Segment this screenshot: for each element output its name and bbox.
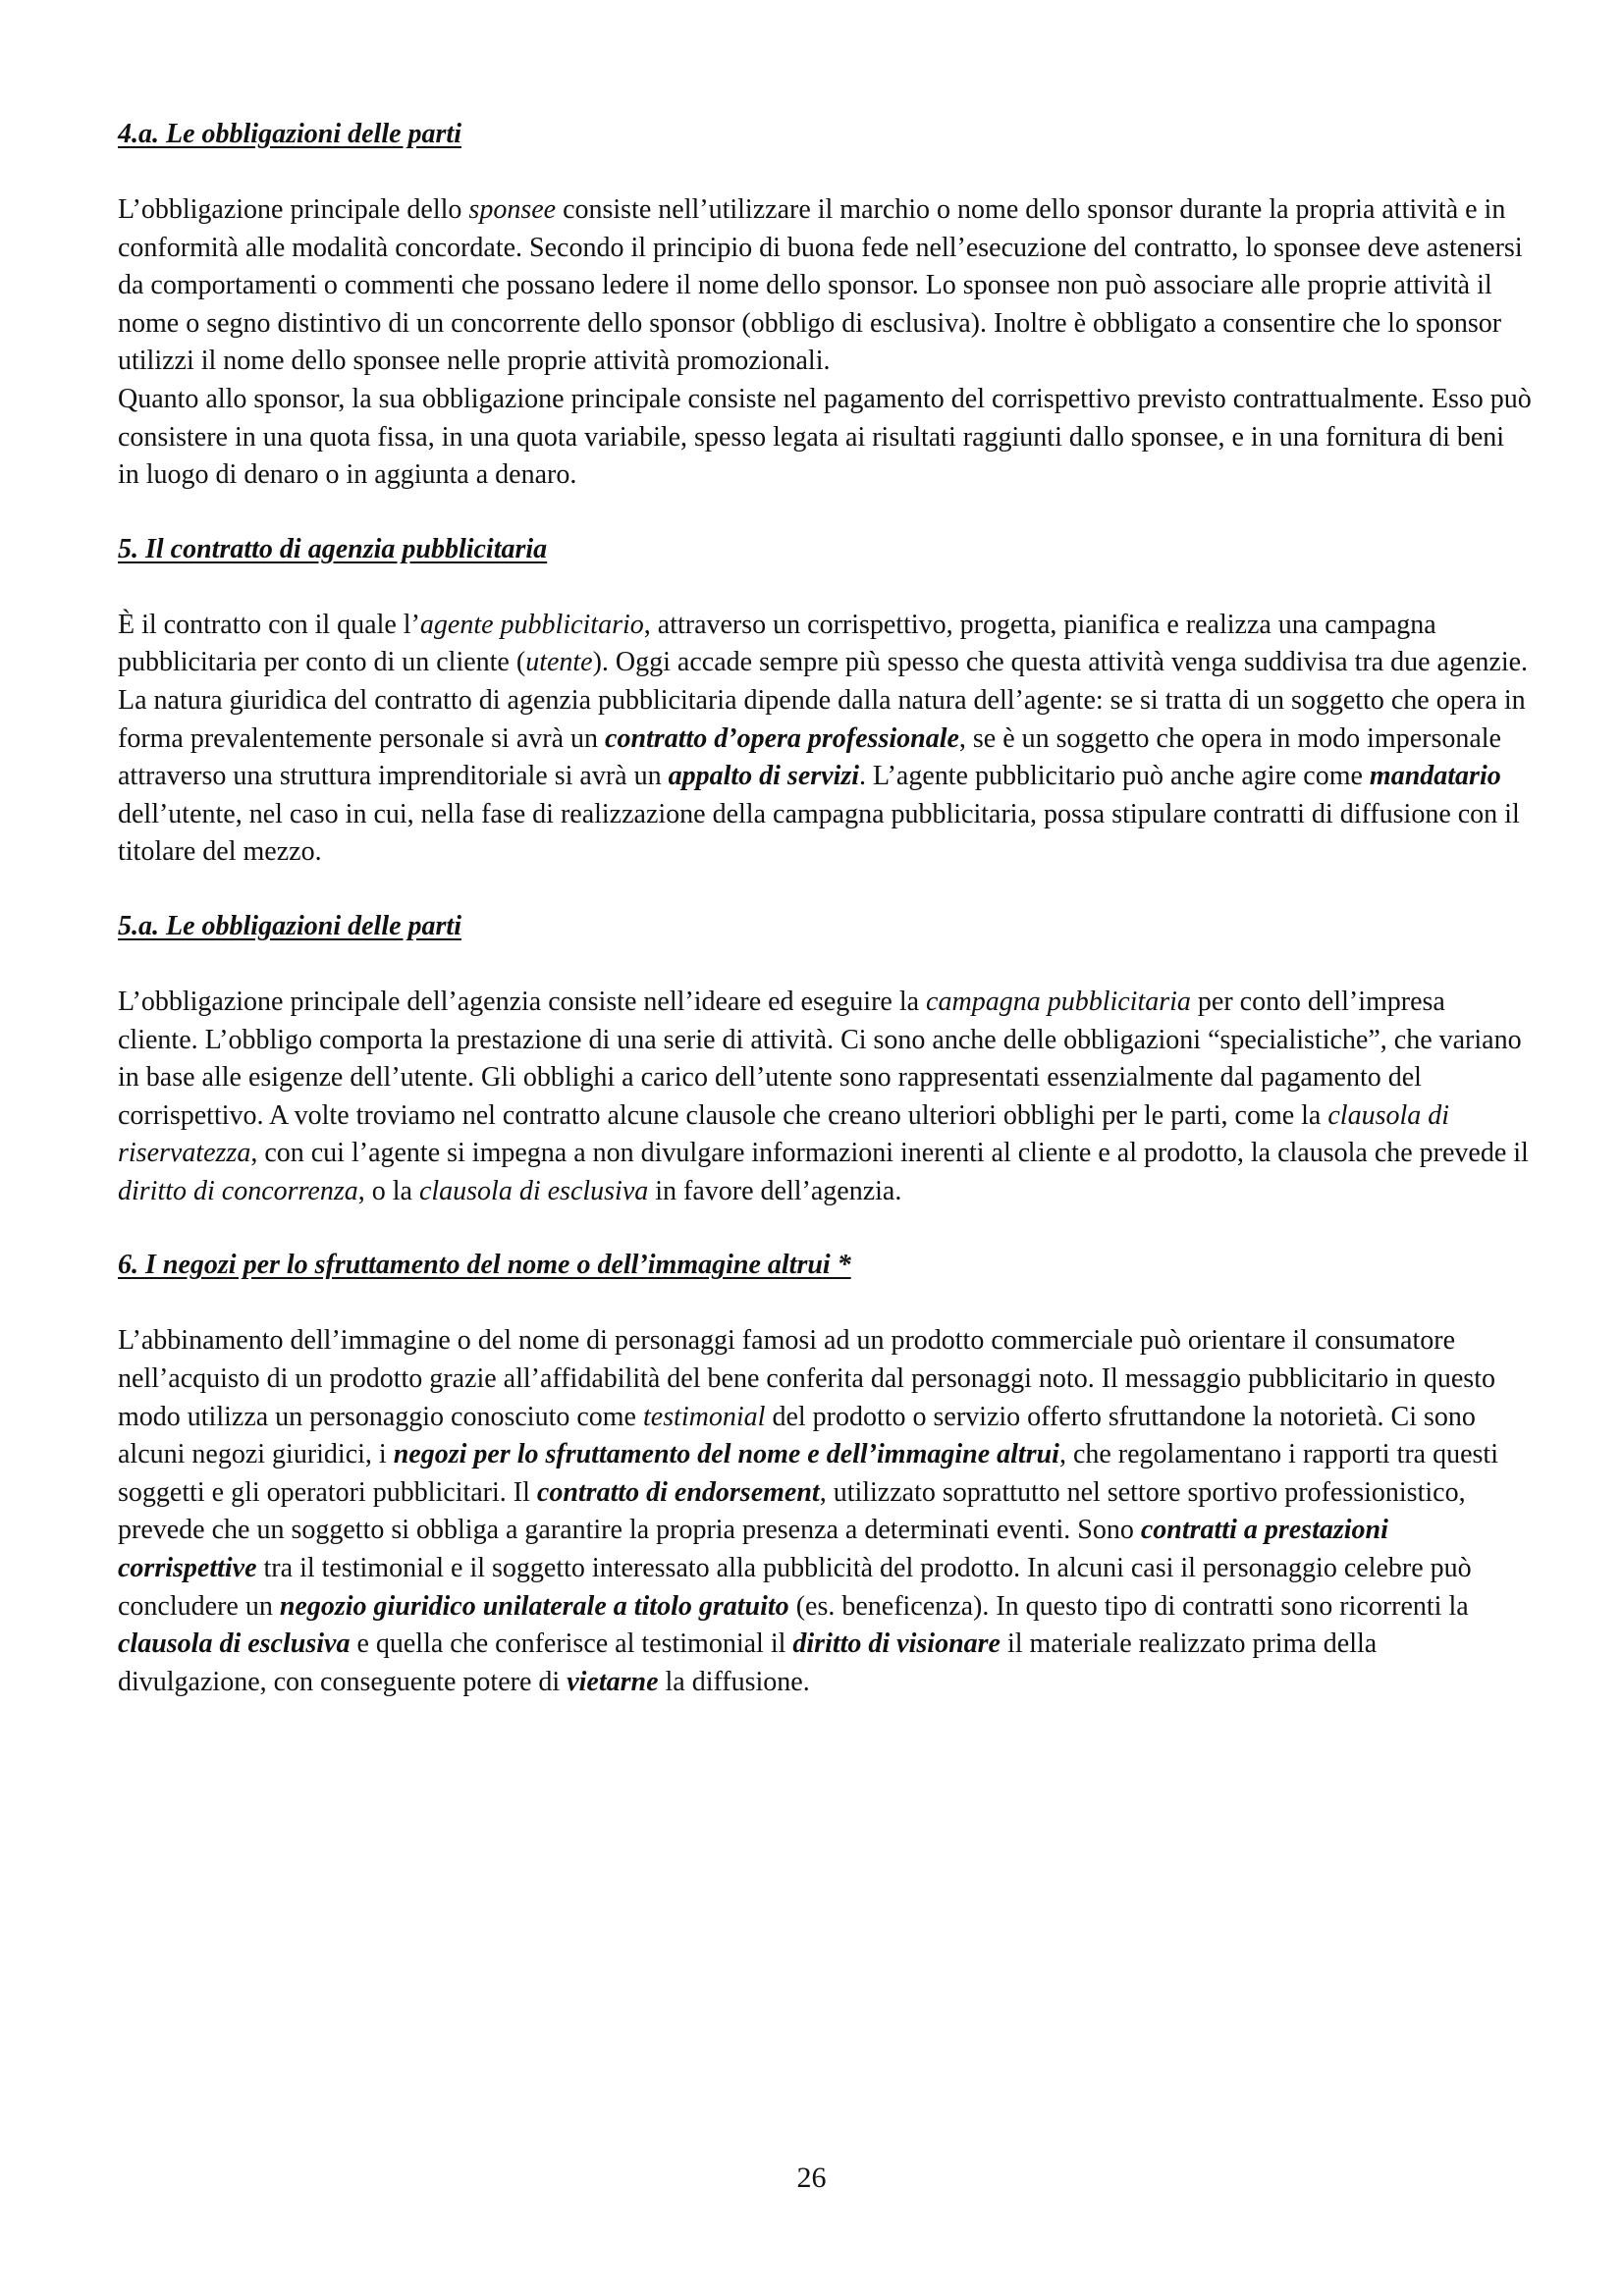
emphasized-term: clausola di esclusiva (118, 1629, 351, 1660)
emphasized-term: contratto d’opera professionale (605, 722, 959, 754)
emphasized-term: utente (525, 647, 593, 678)
section-heading: 5.a. Le obbligazioni delle parti (118, 910, 461, 941)
emphasized-term: contratto di endorsement (536, 1476, 820, 1508)
section-5a (118, 908, 1532, 1211)
section-6 (118, 1247, 1532, 1701)
emphasized-term: campagna pubblicitaria (926, 986, 1191, 1017)
emphasized-term: contratti a prestazioni corrispettive (118, 1515, 1388, 1584)
section-heading: 4.a. Le obbligazioni delle parti (118, 119, 461, 149)
text-run: in favore dell’agenzia. (648, 1175, 902, 1206)
text-run: L’obbligazione principale dell’agenzia consiste nell’ideare ed eseguire la (118, 986, 927, 1017)
text-run: , che regolamentano i rapporti tra questi soggetti e gli operatori pubblicitari. Il (118, 1439, 1498, 1508)
paragraph (118, 1322, 1532, 1701)
text-run: , o la (357, 1175, 419, 1206)
emphasized-term: diritto di concorrenza (118, 1175, 358, 1206)
emphasized-term: testimonial (642, 1401, 766, 1432)
text-run: . L’agente pubblicitario può anche agire come (859, 761, 1370, 792)
emphasized-term: clausola di esclusiva (418, 1175, 649, 1206)
text-run: e quella che conferisce al testimonial il (350, 1629, 793, 1660)
emphasized-term: diritto di visionare (792, 1629, 1001, 1660)
text-run: del prodotto o servizio offerto sfruttandone la notorietà. Ci sono alcuni negozi giuridici, i (118, 1401, 1476, 1470)
text-run: Quanto allo sponsor, la sua obbligazione principale consiste nel pagamento del corrispettivo previsto contrattualmente. Esso può consistere in una quota fissa, in una quota variabile, spesso legata ai risultati raggiunti dallo sponsee, e in una fornitura di beni in luogo di denaro o in aggiunta a denaro. (118, 383, 1532, 491)
text-run: consiste nell’utilizzare il marchio o nome dello sponsor durante la propria attività e in conformità alle modalità concordate. Secondo il principio di buona fede nell’esecuzione del contratto, lo sponsee deve astenersi da comportamenti o commenti che possano ledere il nome dello sponsor. Lo sponsee non può associare alle proprie attività il nome o segno distintivo di un concorrente dello sponsor (obbligo di esclusiva). Inoltre è obbligato a consentire che lo sponsor utilizzi il nome dello sponsee nelle proprie attività promozionali. (118, 194, 1523, 377)
section-heading: 5. Il contratto di agenzia pubblicitaria (118, 533, 548, 564)
text-run: , se è un soggetto che opera in modo impersonale attraverso una struttura imprenditoriale si avrà un (118, 722, 1501, 792)
emphasized-term: negozio giuridico unilaterale a titolo gratuito (279, 1590, 789, 1622)
paragraph (118, 984, 1532, 1211)
section-5 (118, 531, 1532, 872)
text-run: , con cui l’agente si impegna a non divulgare informazioni inerenti al cliente e al prodotto, la clausola che prevede il (250, 1138, 1529, 1169)
document-page (118, 116, 1532, 1737)
text-run: la diffusione. (658, 1666, 810, 1697)
text-run: tra il testimonial e il soggetto interessato alla pubblicità del prodotto. In alcuni casi il personaggio celebre può concludere un (118, 1553, 1472, 1622)
emphasized-term: clausola di riservatezza (118, 1099, 1450, 1169)
section-4a (118, 116, 1532, 495)
emphasized-term: vietarne (567, 1666, 659, 1697)
text-run: (es. beneficenza). In questo tipo di contratti sono ricorrenti la (788, 1590, 1469, 1622)
text-run: dell’utente, nel caso in cui, nella fase di realizzazione della campagna pubblicitaria, possa stipulare contratti di diffusione con il titolare del mezzo. (118, 798, 1520, 868)
text-run: L’abbinamento dell’immagine o del nome di personaggi famosi ad un prodotto commerciale può orientare il consumatore nell’acquisto di un prodotto grazie all’affidabilità del bene conferita dal personaggi noto. Il messaggio pubblicitario in questo modo utilizza un personaggio conosciuto come (118, 1325, 1495, 1432)
text-run: È il contratto con il quale l’ (118, 609, 420, 640)
paragraph (118, 191, 1532, 381)
text-run: , utilizzato soprattutto nel settore sportivo professionistico, prevede che un soggetto si obbliga a garantire la propria presenza a determinati eventi. Sono (118, 1476, 1466, 1546)
emphasized-term: negozi per lo sfruttamento del nome e dell’immagine altrui (393, 1439, 1059, 1470)
emphasized-term: mandatario (1369, 761, 1501, 792)
emphasized-term: sponsee (468, 194, 557, 225)
text-run: L’obbligazione principale dello (118, 194, 469, 225)
text-run: , attraverso un corrispettivo, progetta, pianifica e realizza una campagna pubblicitaria per conto di un cliente ( (118, 609, 1436, 678)
section-heading: 6. I negozi per lo sfruttamento del nome o dell’immagine altrui * (118, 1250, 851, 1281)
emphasized-term: agente pubblicitario (419, 609, 644, 640)
page-number: 26 (796, 2162, 827, 2194)
paragraph (118, 381, 1532, 495)
paragraph (118, 607, 1532, 872)
text-run: ). Oggi accade sempre più spesso che questa attività venga suddivisa tra due agenzie. La natura giuridica del contratto di agenzia pubblicitaria dipende dalla natura dell’agente: se si tratta di un soggetto che opera in forma prevalentemente personale si avrà un (118, 647, 1529, 754)
emphasized-term: appalto di servizi (668, 761, 860, 792)
text-run: per conto dell’impresa cliente. L’obbligo comporta la prestazione di una serie di attività. Ci sono anche delle obbligazioni “specialistiche”, che variano in base alle esigenze dell’utente. Gli obblighi a carico dell’utente sono rappresentati essenzialmente dal pagamento del corrispettivo. A volte troviamo nel contratto alcune clausole che creano ulteriori obblighi per le parti, come la (118, 986, 1522, 1131)
text-run: il materiale realizzato prima della divulgazione, con conseguente potere di (118, 1629, 1378, 1697)
